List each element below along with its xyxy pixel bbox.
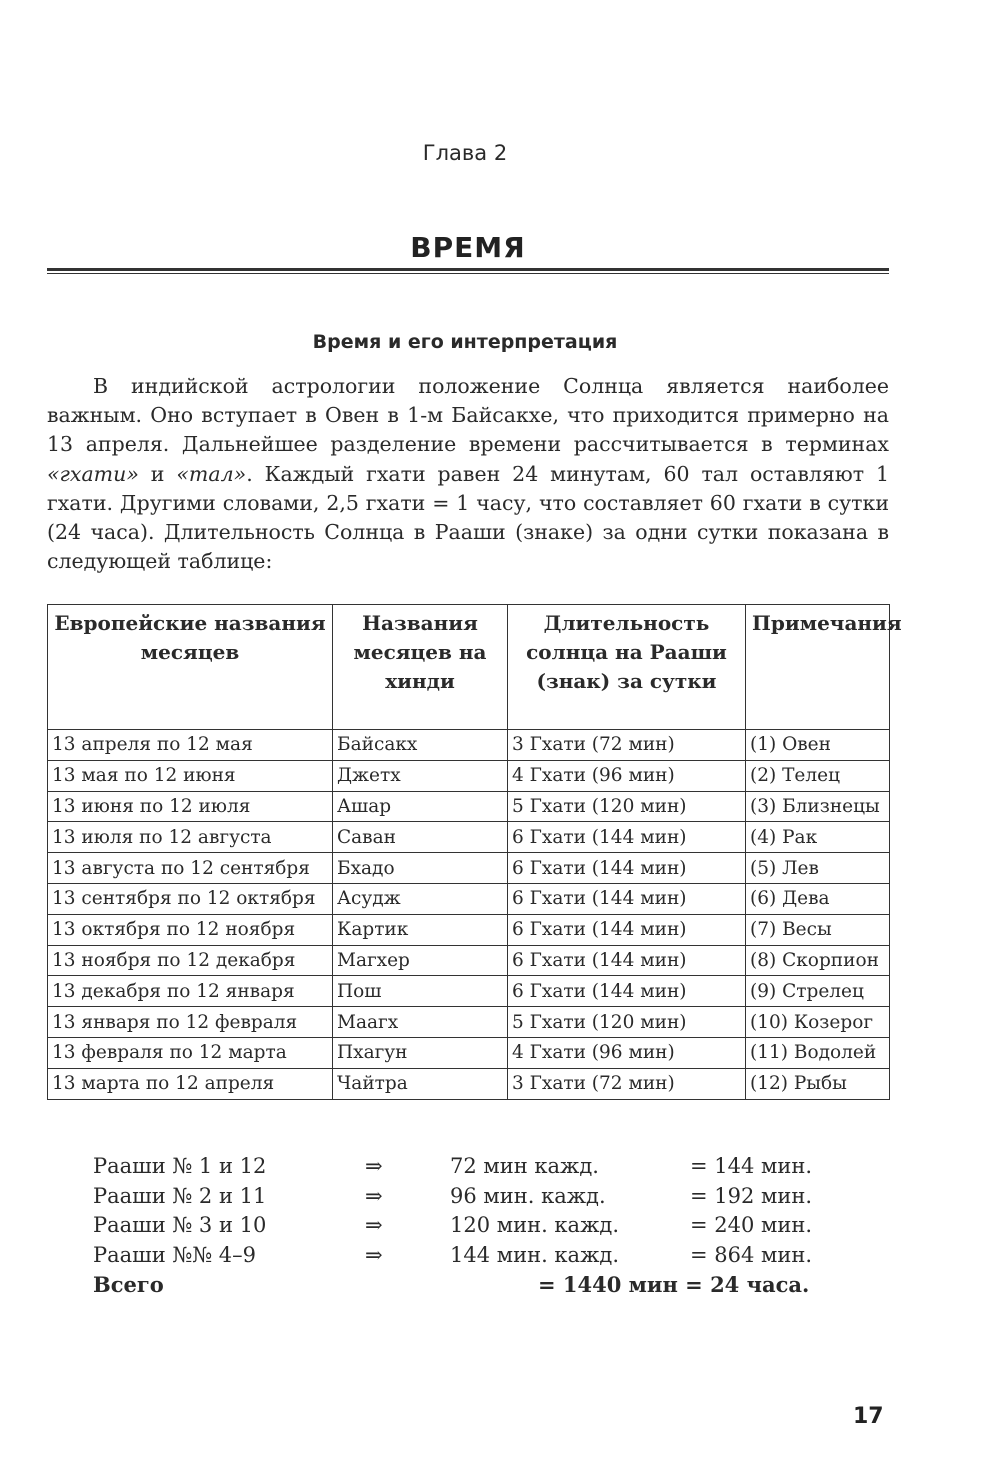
months-table <box>47 604 902 1100</box>
cell-sign: (3) Близнецы <box>746 791 890 822</box>
summary-row <box>93 1211 853 1241</box>
cell-sign: (10) Козерог <box>746 1007 890 1038</box>
header-sun-duration: Длительность солнца на Рааши (знак) за сутки <box>508 605 746 730</box>
summary-label: Рааши № 2 и 11 <box>93 1183 267 1208</box>
summary-total-row <box>93 1270 853 1300</box>
cell-european-month: 13 ноября по 12 декабря <box>48 945 333 976</box>
implies-arrow-icon: ⇒ <box>365 1183 383 1208</box>
cell-sign: (9) Стрелец <box>746 976 890 1007</box>
cell-duration: 6 Гхати (144 мин) <box>508 883 746 914</box>
cell-european-month: 13 июня по 12 июля <box>48 791 333 822</box>
cell-hindi-month: Бхадо <box>333 853 508 884</box>
cell-hindi-month: Чайтра <box>333 1068 508 1099</box>
cell-hindi-month: Картик <box>333 914 508 945</box>
cell-hindi-month: Асудж <box>333 883 508 914</box>
intro-paragraph <box>47 372 889 576</box>
table-row <box>48 791 890 822</box>
chapter-label: Глава 2 <box>422 141 508 165</box>
summary-row <box>93 1152 853 1182</box>
implies-arrow-icon: ⇒ <box>365 1154 383 1178</box>
cell-hindi-month: Магхер <box>333 945 508 976</box>
cell-duration: 4 Гхати (96 мин) <box>508 1037 746 1068</box>
table-row <box>48 730 890 761</box>
cell-european-month: 13 марта по 12 апреля <box>48 1068 333 1099</box>
cell-duration: 6 Гхати (144 мин) <box>508 945 746 976</box>
summary-total: = 240 мин. <box>690 1213 813 1237</box>
cell-sign: (1) Овен <box>746 730 890 761</box>
section-title: Время и его интерпретация <box>312 331 618 353</box>
cell-duration: 6 Гхати (144 мин) <box>508 914 746 945</box>
duration-summary <box>93 1152 853 1300</box>
table-row <box>48 1007 890 1038</box>
table-row <box>48 1037 890 1068</box>
title-rule-thick <box>47 268 889 271</box>
table-row <box>48 1068 890 1099</box>
cell-european-month: 13 июля по 12 августа <box>48 822 333 853</box>
term-tal: «тал» <box>176 461 247 486</box>
summary-total: = 864 мин. <box>690 1242 813 1267</box>
summary-each: 72 мин кажд. <box>450 1154 599 1178</box>
summary-total: = 144 мин. <box>690 1154 813 1178</box>
total-value: = 1440 мин = 24 часа. <box>538 1272 810 1297</box>
cell-european-month: 13 декабря по 12 января <box>48 976 333 1007</box>
implies-arrow-icon: ⇒ <box>365 1242 383 1267</box>
table-row <box>48 883 890 914</box>
table-row <box>48 945 890 976</box>
implies-arrow-icon: ⇒ <box>365 1213 383 1237</box>
term-ghati: «гхати» <box>47 461 139 486</box>
cell-duration: 6 Гхати (144 мин) <box>508 976 746 1007</box>
cell-sign: (4) Рак <box>746 822 890 853</box>
summary-label: Рааши №№ 4–9 <box>93 1242 257 1267</box>
cell-hindi-month: Саван <box>333 822 508 853</box>
cell-hindi-month: Пош <box>333 976 508 1007</box>
paragraph-text-1: В индийской астрологии положение Солнца является наиболее важным. Оно вступает в Овен в 1-м Байсакхе, что приходится примерно на 13 апреля. Дальнейшее разделение времени рассчитывается в терминах <box>47 374 889 457</box>
cell-duration: 6 Гхати (144 мин) <box>508 853 746 884</box>
page-number: 17 <box>853 1404 884 1429</box>
summary-label: Рааши № 1 и 12 <box>93 1154 267 1178</box>
summary-each: 144 мин. кажд. <box>450 1242 620 1267</box>
table-row <box>48 822 890 853</box>
paragraph-text-3: . Каждый гхати равен 24 минутам, 60 тал оставляют 1 гхати. Другими словами, 2,5 гхати = 1 часу, что составляет 60 гхати в сутки (24 часа). Длительность Солнца в Рааши (знаке) за одни сутки показана в следующей таблице: <box>47 461 889 574</box>
cell-european-month: 13 сентября по 12 октября <box>48 883 333 914</box>
cell-sign: (6) Дева <box>746 883 890 914</box>
cell-duration: 6 Гхати (144 мин) <box>508 822 746 853</box>
summary-each: 120 мин. кажд. <box>450 1213 620 1237</box>
summary-total: = 192 мин. <box>690 1183 813 1208</box>
cell-sign: (11) Водолей <box>746 1037 890 1068</box>
cell-hindi-month: Пхагун <box>333 1037 508 1068</box>
cell-european-month: 13 января по 12 февраля <box>48 1007 333 1038</box>
cell-duration: 5 Гхати (120 мин) <box>508 791 746 822</box>
cell-duration: 3 Гхати (72 мин) <box>508 730 746 761</box>
header-european-months: Европейские названия месяцев <box>48 605 333 730</box>
summary-row <box>93 1241 853 1271</box>
cell-sign: (2) Телец <box>746 760 890 791</box>
cell-sign: (7) Весы <box>746 914 890 945</box>
summary-label: Рааши № 3 и 10 <box>93 1213 267 1237</box>
summary-row <box>93 1182 853 1212</box>
chapter-title: ВРЕМЯ <box>410 231 526 264</box>
table-row <box>48 914 890 945</box>
total-label: Всего <box>93 1272 164 1297</box>
cell-european-month: 13 мая по 12 июня <box>48 760 333 791</box>
table-row <box>48 976 890 1007</box>
cell-european-month: 13 февраля по 12 марта <box>48 1037 333 1068</box>
cell-european-month: 13 апреля по 12 мая <box>48 730 333 761</box>
cell-duration: 4 Гхати (96 мин) <box>508 760 746 791</box>
table-row <box>48 853 890 884</box>
cell-hindi-month: Байсакх <box>333 730 508 761</box>
cell-sign: (5) Лев <box>746 853 890 884</box>
table-header-row <box>48 605 890 730</box>
cell-sign: (12) Рыбы <box>746 1068 890 1099</box>
header-hindi-months: Названия месяцев на хинди <box>333 605 508 730</box>
cell-hindi-month: Ашар <box>333 791 508 822</box>
cell-european-month: 13 августа по 12 сентября <box>48 853 333 884</box>
cell-hindi-month: Маагх <box>333 1007 508 1038</box>
table-row <box>48 760 890 791</box>
header-notes: Примечания <box>746 605 890 730</box>
cell-hindi-month: Джетх <box>333 760 508 791</box>
cell-duration: 5 Гхати (120 мин) <box>508 1007 746 1038</box>
cell-duration: 3 Гхати (72 мин) <box>508 1068 746 1099</box>
title-rule-thin <box>47 273 889 274</box>
cell-european-month: 13 октября по 12 ноября <box>48 914 333 945</box>
paragraph-text-2: и <box>138 461 177 486</box>
cell-sign: (8) Скорпион <box>746 945 890 976</box>
summary-each: 96 мин. кажд. <box>450 1183 606 1208</box>
